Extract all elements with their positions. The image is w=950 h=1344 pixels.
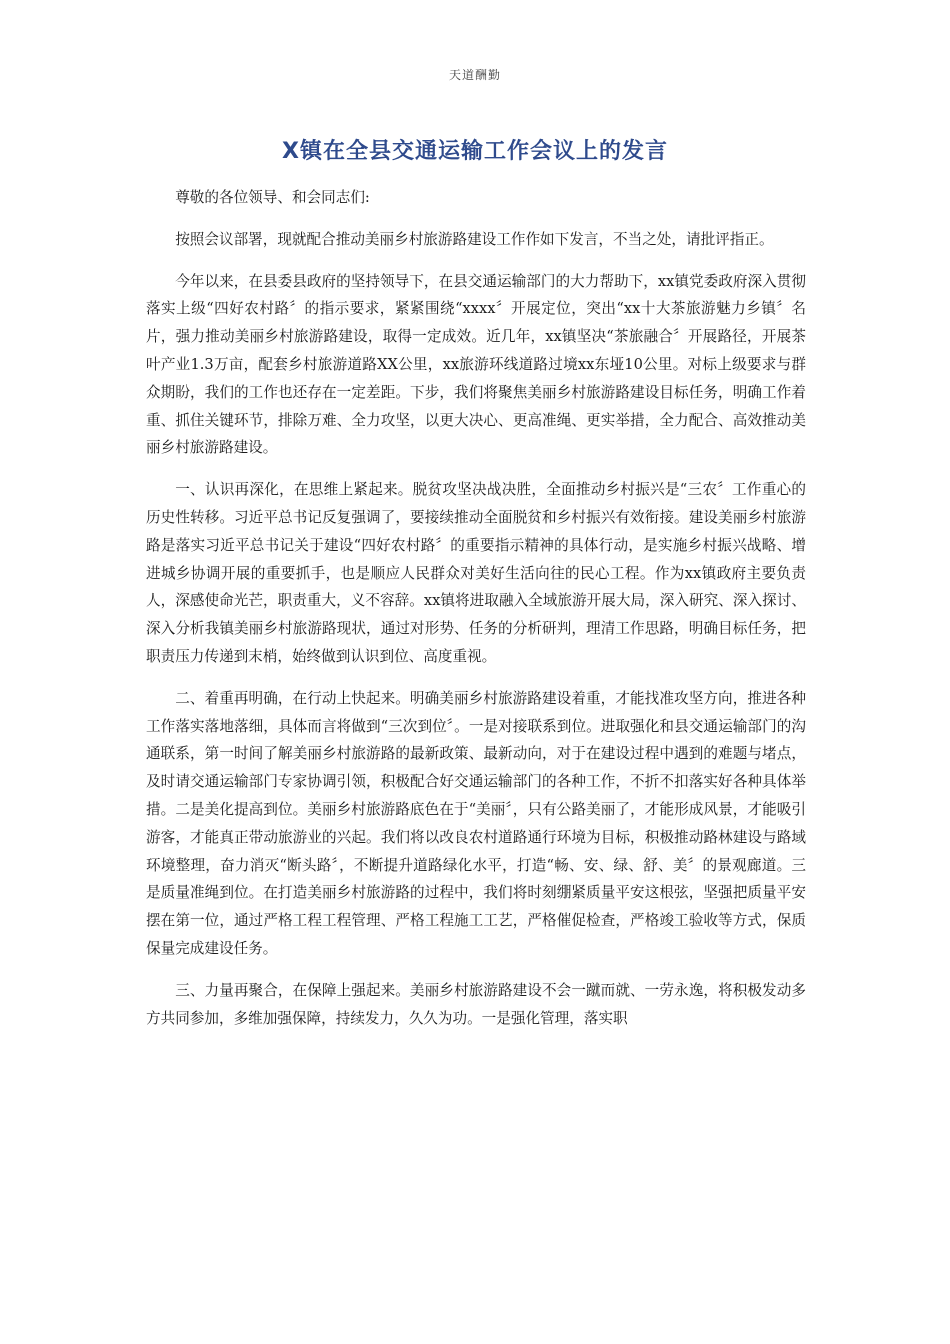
paragraph-section-one: 一、认识再深化，在思维上紧起来。脱贫攻坚决战决胜，全面推动乡村振兴是“三农〞工作重心的历史性转移。习近平总书记反复强调了，要接续推动全面脱贫和乡村振兴有效衔接。建设美丽乡村旅游路是落实习近平总书记关于建设“四好农村路〞的重要指示精神的具体行动，是实施乡村振兴战略、增进城乡协调开展的重要抓手，也是顺应人民群众对美好生活向往的民心工程。作为xx镇政府主要负责人，深感使命光芒，职责重大，义不容辞。xx镇将进取融入全域旅游开展大局，深入研究、深入探讨、深入分析我镇美丽乡村旅游路现状，通过对形势、任务的分析研判，理清工作思路，明确目标任务，把职责压力传递到末梢，始终做到认识到位、高度重视。	[146, 481, 806, 665]
paragraph-section-three: 三、力量再聚合，在保障上强起来。美丽乡村旅游路建设不会一蹴而就、一劳永逸，将积极发动多方共同参加，多维加强保障，持续发力，久久为功。一是强化管理，落实职	[146, 981, 806, 1027]
paragraph-intro: 按照会议部署，现就配合推动美丽乡村旅游路建设工作作如下发言，不当之处，请批评指正。	[175, 230, 774, 248]
paragraph-background: 今年以来，在县委县政府的坚持领导下，在县交通运输部门的大力帮助下，xx镇党委政府深入贯彻落实上级“四好农村路〞的指示要求，紧紧围绕“xxxx〞开展定位，突出“xx十大茶旅游魅力乡镇〞名片，强力推动美丽乡村旅游路建设，取得一定成效。近几年，xx镇坚决“茶旅融合〞开展路径，开展茶叶产业1.3万亩，配套乡村旅游道路XX公里，xx旅游环线道路过境xx东垭10公里。对标上级要求与群众期盼，我们的工作也还存在一定差距。下步，我们将聚焦美丽乡村旅游路建设目标任务，明确工作着重、抓住关键环节，排除万难、全力攻坚，以更大决心、更高准绳、更实举措，全力配合、高效推动美丽乡村旅游路建设。	[146, 272, 806, 457]
header-mark: 天道酬勤	[448, 68, 501, 82]
paragraph-section-two: 二、着重再明确，在行动上快起来。明确美丽乡村旅游路建设着重，才能找准攻坚方向，推进各种工作落实落地落细，具体而言将做到“三次到位〞。一是对接联系到位。进取强化和县交通运输部门的沟通联系，第一时间了解美丽乡村旅游路的最新政策、最新动向，对于在建设过程中遇到的难题与堵点，及时请交通运输部门专家协调引领，积极配合好交通运输部门的各种工作，不折不扣落实好各种具体举措。二是美化提高到位。美丽乡村旅游路底色在于“美丽〞，只有公路美丽了，才能形成风景，才能吸引游客，才能真正带动旅游业的兴起。我们将以改良农村道路通行环境为目标，积极推动路林建设与路域环境整理，奋力消灭“断头路〞，不断提升道路绿化水平，打造“畅、安、绿、舒、美〞的景观廊道。三是质量准绳到位。在打造美丽乡村旅游路的过程中，我们将时刻绷紧质量平安这根弦，坚强把质量平安摆在第一位，通过严格工程工程管理、严格工程施工工艺，严格催促检查，严格竣工验收等方式，保质保量完成建设任务。	[146, 689, 806, 957]
document-title: X镇在全县交通运输工作会议上的发言	[282, 139, 668, 164]
document-body	[146, 184, 806, 1032]
salutation: 尊敬的各位领导、和会同志们:	[175, 189, 370, 206]
